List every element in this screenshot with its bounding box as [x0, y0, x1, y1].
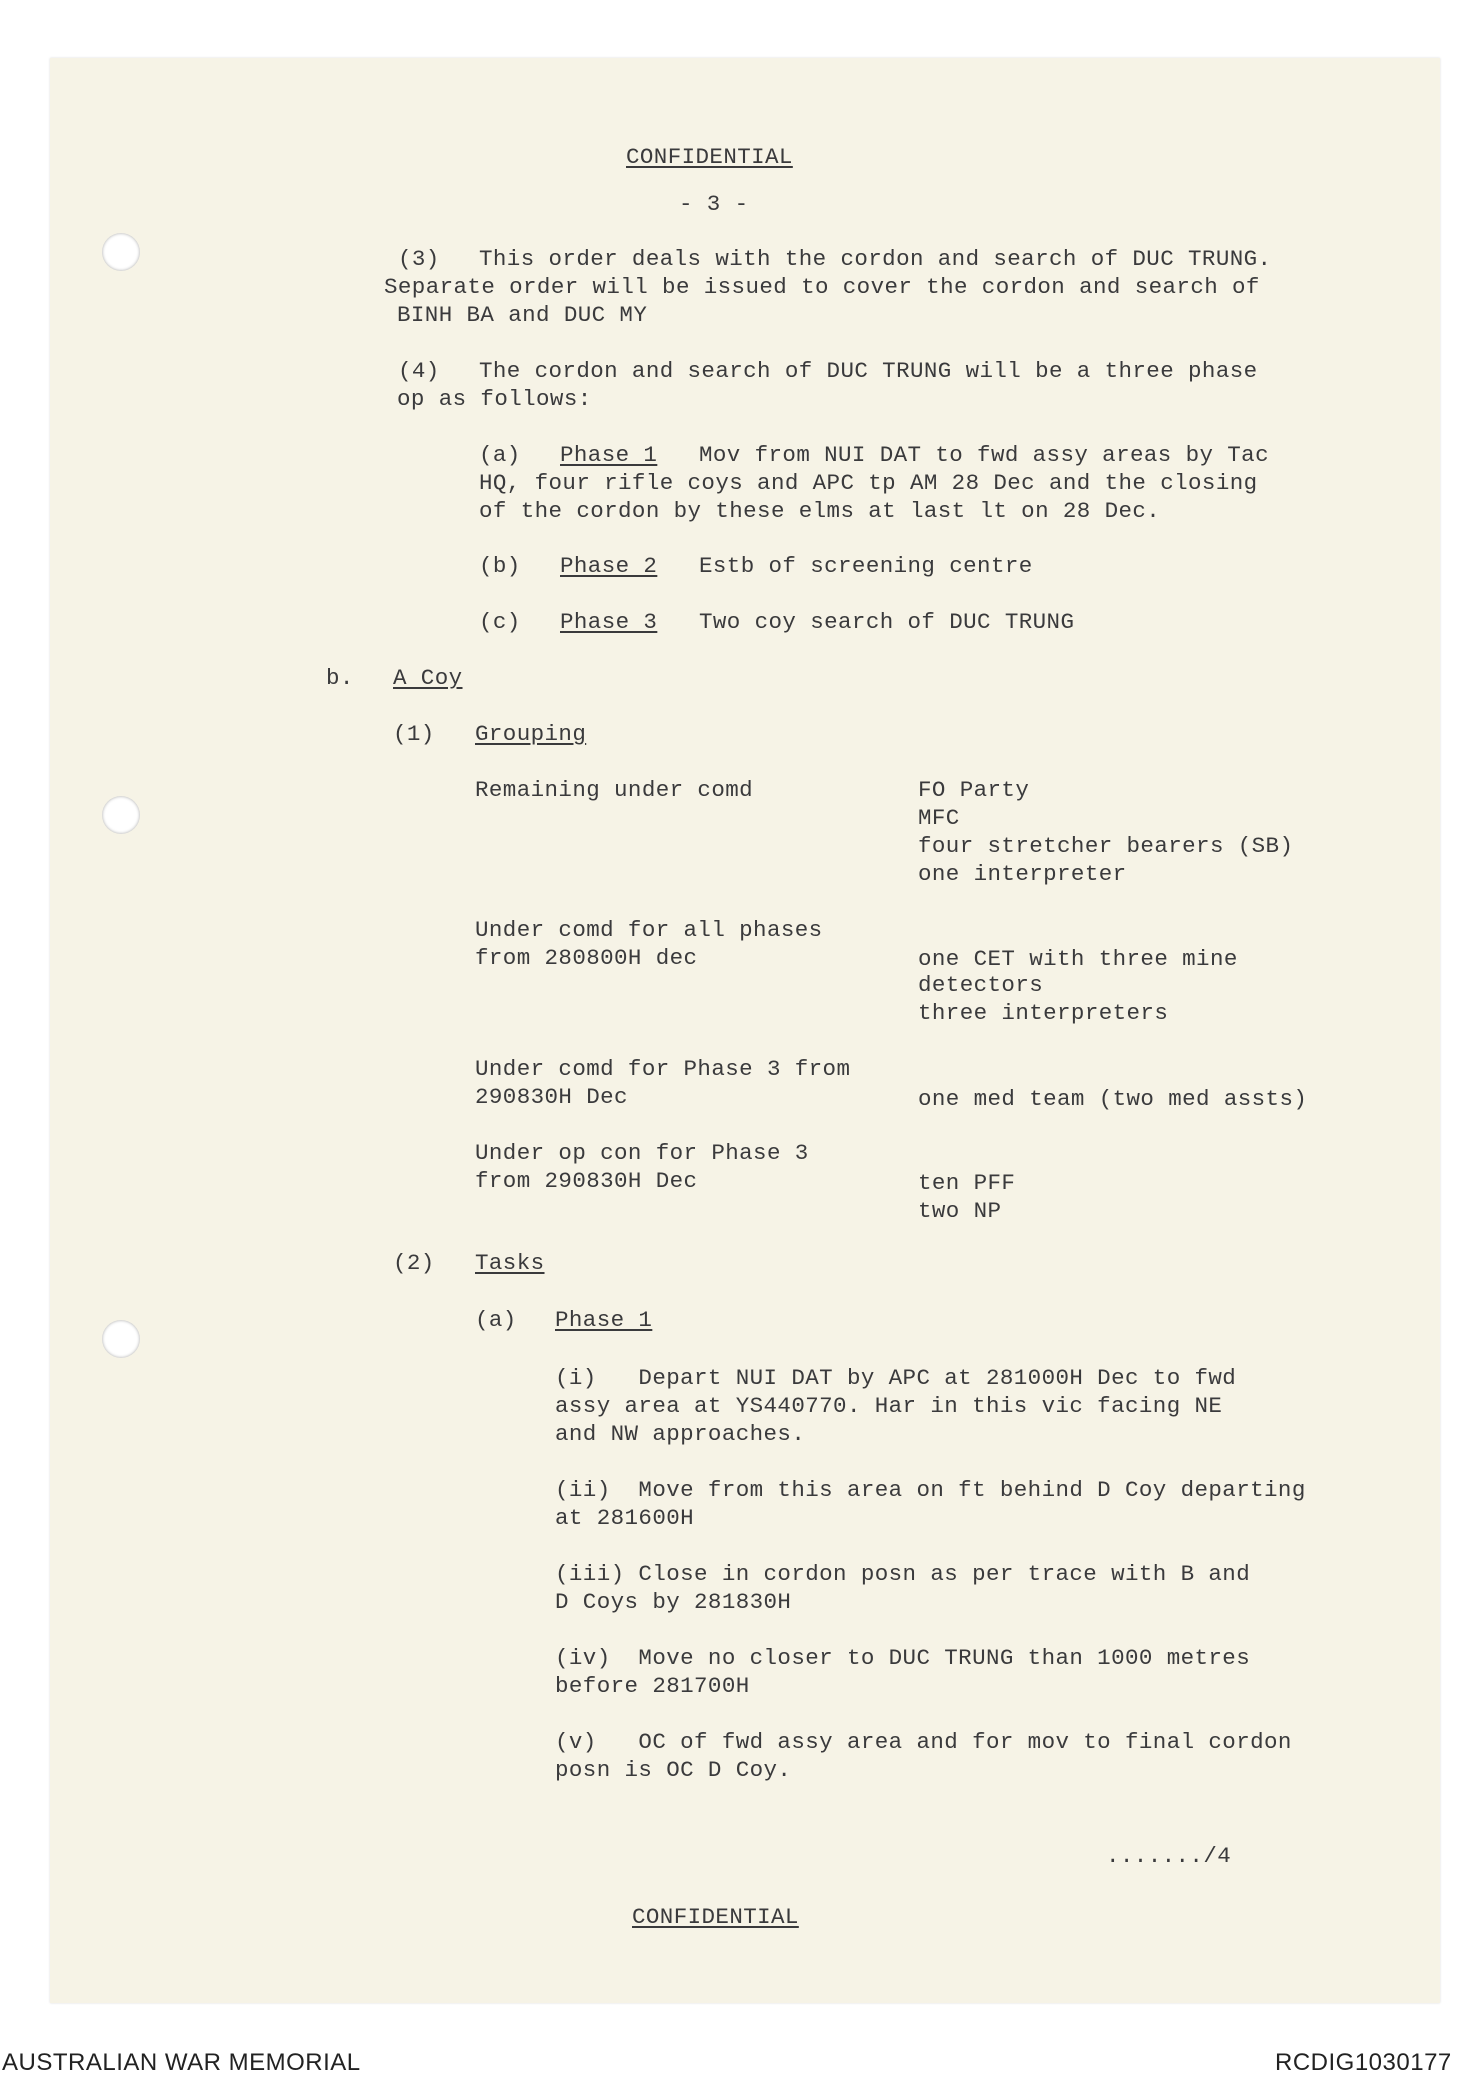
para4-phase1-title: Phase 1	[560, 442, 658, 468]
section-b-letter: b.	[326, 665, 354, 691]
tasks-number: (2)	[393, 1250, 435, 1276]
punch-hole-top	[102, 233, 140, 271]
para4-phase3-letter: (c)	[479, 609, 521, 635]
grouping-row2-right-1: one CET with three mine	[918, 946, 1238, 972]
tasks-phase1-title: Phase 1	[555, 1307, 653, 1333]
task-v-line2: posn is OC D Coy.	[555, 1757, 792, 1783]
grouping-title: Grouping	[475, 721, 587, 747]
task-ii-line1: (ii) Move from this area on ft behind D Coy departing	[555, 1477, 1306, 1503]
para4-phase3-text: Two coy search of DUC TRUNG	[699, 609, 1075, 635]
task-i-line1: (i) Depart NUI DAT by APC at 281000H Dec to fwd	[555, 1365, 1237, 1391]
grouping-row2-left-1: Under comd for all phases	[475, 917, 823, 943]
tasks-phase1-letter: (a)	[475, 1307, 517, 1333]
para4-phase2-letter: (b)	[479, 553, 521, 579]
grouping-row4-left-2: from 290830H Dec	[475, 1168, 698, 1194]
para4-phase2-text: Estb of screening centre	[699, 553, 1033, 579]
grouping-row1-right-1: FO Party	[918, 777, 1030, 803]
punch-hole-bottom	[102, 1320, 140, 1358]
grouping-row2-right-3: three interpreters	[918, 1000, 1169, 1026]
document-page	[50, 58, 1440, 2003]
archive-id: RCDIG1030177	[1275, 2049, 1452, 2076]
grouping-row1-right-2: MFC	[918, 805, 960, 831]
para3-number: (3)	[398, 246, 440, 272]
para4-line2: op as follows:	[397, 386, 592, 412]
page-number: - 3 -	[679, 191, 749, 217]
para4-phase1-line1: Mov from NUI DAT to fwd assy areas by Tac	[699, 442, 1269, 468]
archive-label: AUSTRALIAN WAR MEMORIAL	[2, 2049, 361, 2076]
task-iv-line1: (iv) Move no closer to DUC TRUNG than 1000 metres	[555, 1645, 1251, 1671]
punch-hole-middle	[102, 796, 140, 834]
task-iv-line2: before 281700H	[555, 1673, 750, 1699]
para4-phase2-title: Phase 2	[560, 553, 658, 579]
para4-phase1-letter: (a)	[479, 442, 521, 468]
grouping-row2-right-2: detectors	[918, 972, 1044, 998]
grouping-row4-right-2: two NP	[918, 1198, 1002, 1224]
para3-line3: BINH BA and DUC MY	[397, 302, 648, 328]
grouping-row1-left: Remaining under comd	[475, 777, 754, 803]
para4-number: (4)	[398, 358, 440, 384]
para4-phase1-line3: of the cordon by these elms at last lt on 28 Dec.	[479, 498, 1161, 524]
grouping-row3-left-2: 290830H Dec	[475, 1084, 628, 1110]
grouping-number: (1)	[393, 721, 435, 747]
grouping-row1-right-3: four stretcher bearers (SB)	[918, 833, 1294, 859]
grouping-row1-right-4: one interpreter	[918, 861, 1127, 887]
task-i-line2: assy area at YS440770. Har in this vic facing NE	[555, 1393, 1223, 1419]
classification-header: CONFIDENTIAL	[626, 144, 793, 170]
para4-phase1-line2: HQ, four rifle coys and APC tp AM 28 Dec and the closing	[479, 470, 1258, 496]
classification-footer: CONFIDENTIAL	[632, 1904, 799, 1930]
task-v-line1: (v) OC of fwd assy area and for mov to final cordon	[555, 1729, 1292, 1755]
grouping-row3-left-1: Under comd for Phase 3 from	[475, 1056, 851, 1082]
task-ii-line2: at 281600H	[555, 1505, 695, 1531]
grouping-row4-right-1: ten PFF	[918, 1170, 1016, 1196]
task-iii-line1: (iii) Close in cordon posn as per trace with B and	[555, 1561, 1251, 1587]
tasks-title: Tasks	[475, 1250, 545, 1276]
para4-line1: The cordon and search of DUC TRUNG will be a three phase	[479, 358, 1258, 384]
para3-line1: This order deals with the cordon and search of DUC TRUNG.	[479, 246, 1272, 272]
para3-line2: Separate order will be issued to cover the cordon and search of	[384, 274, 1260, 300]
grouping-row3-right-1: one med team (two med assts)	[918, 1086, 1308, 1112]
grouping-row4-left-1: Under op con for Phase 3	[475, 1140, 809, 1166]
task-iii-line2: D Coys by 281830H	[555, 1589, 792, 1615]
continuation-marker: ......./4	[1106, 1843, 1232, 1869]
section-b-title: A Coy	[393, 665, 463, 691]
task-i-line3: and NW approaches.	[555, 1421, 806, 1447]
para4-phase3-title: Phase 3	[560, 609, 658, 635]
grouping-row2-left-2: from 280800H dec	[475, 945, 698, 971]
